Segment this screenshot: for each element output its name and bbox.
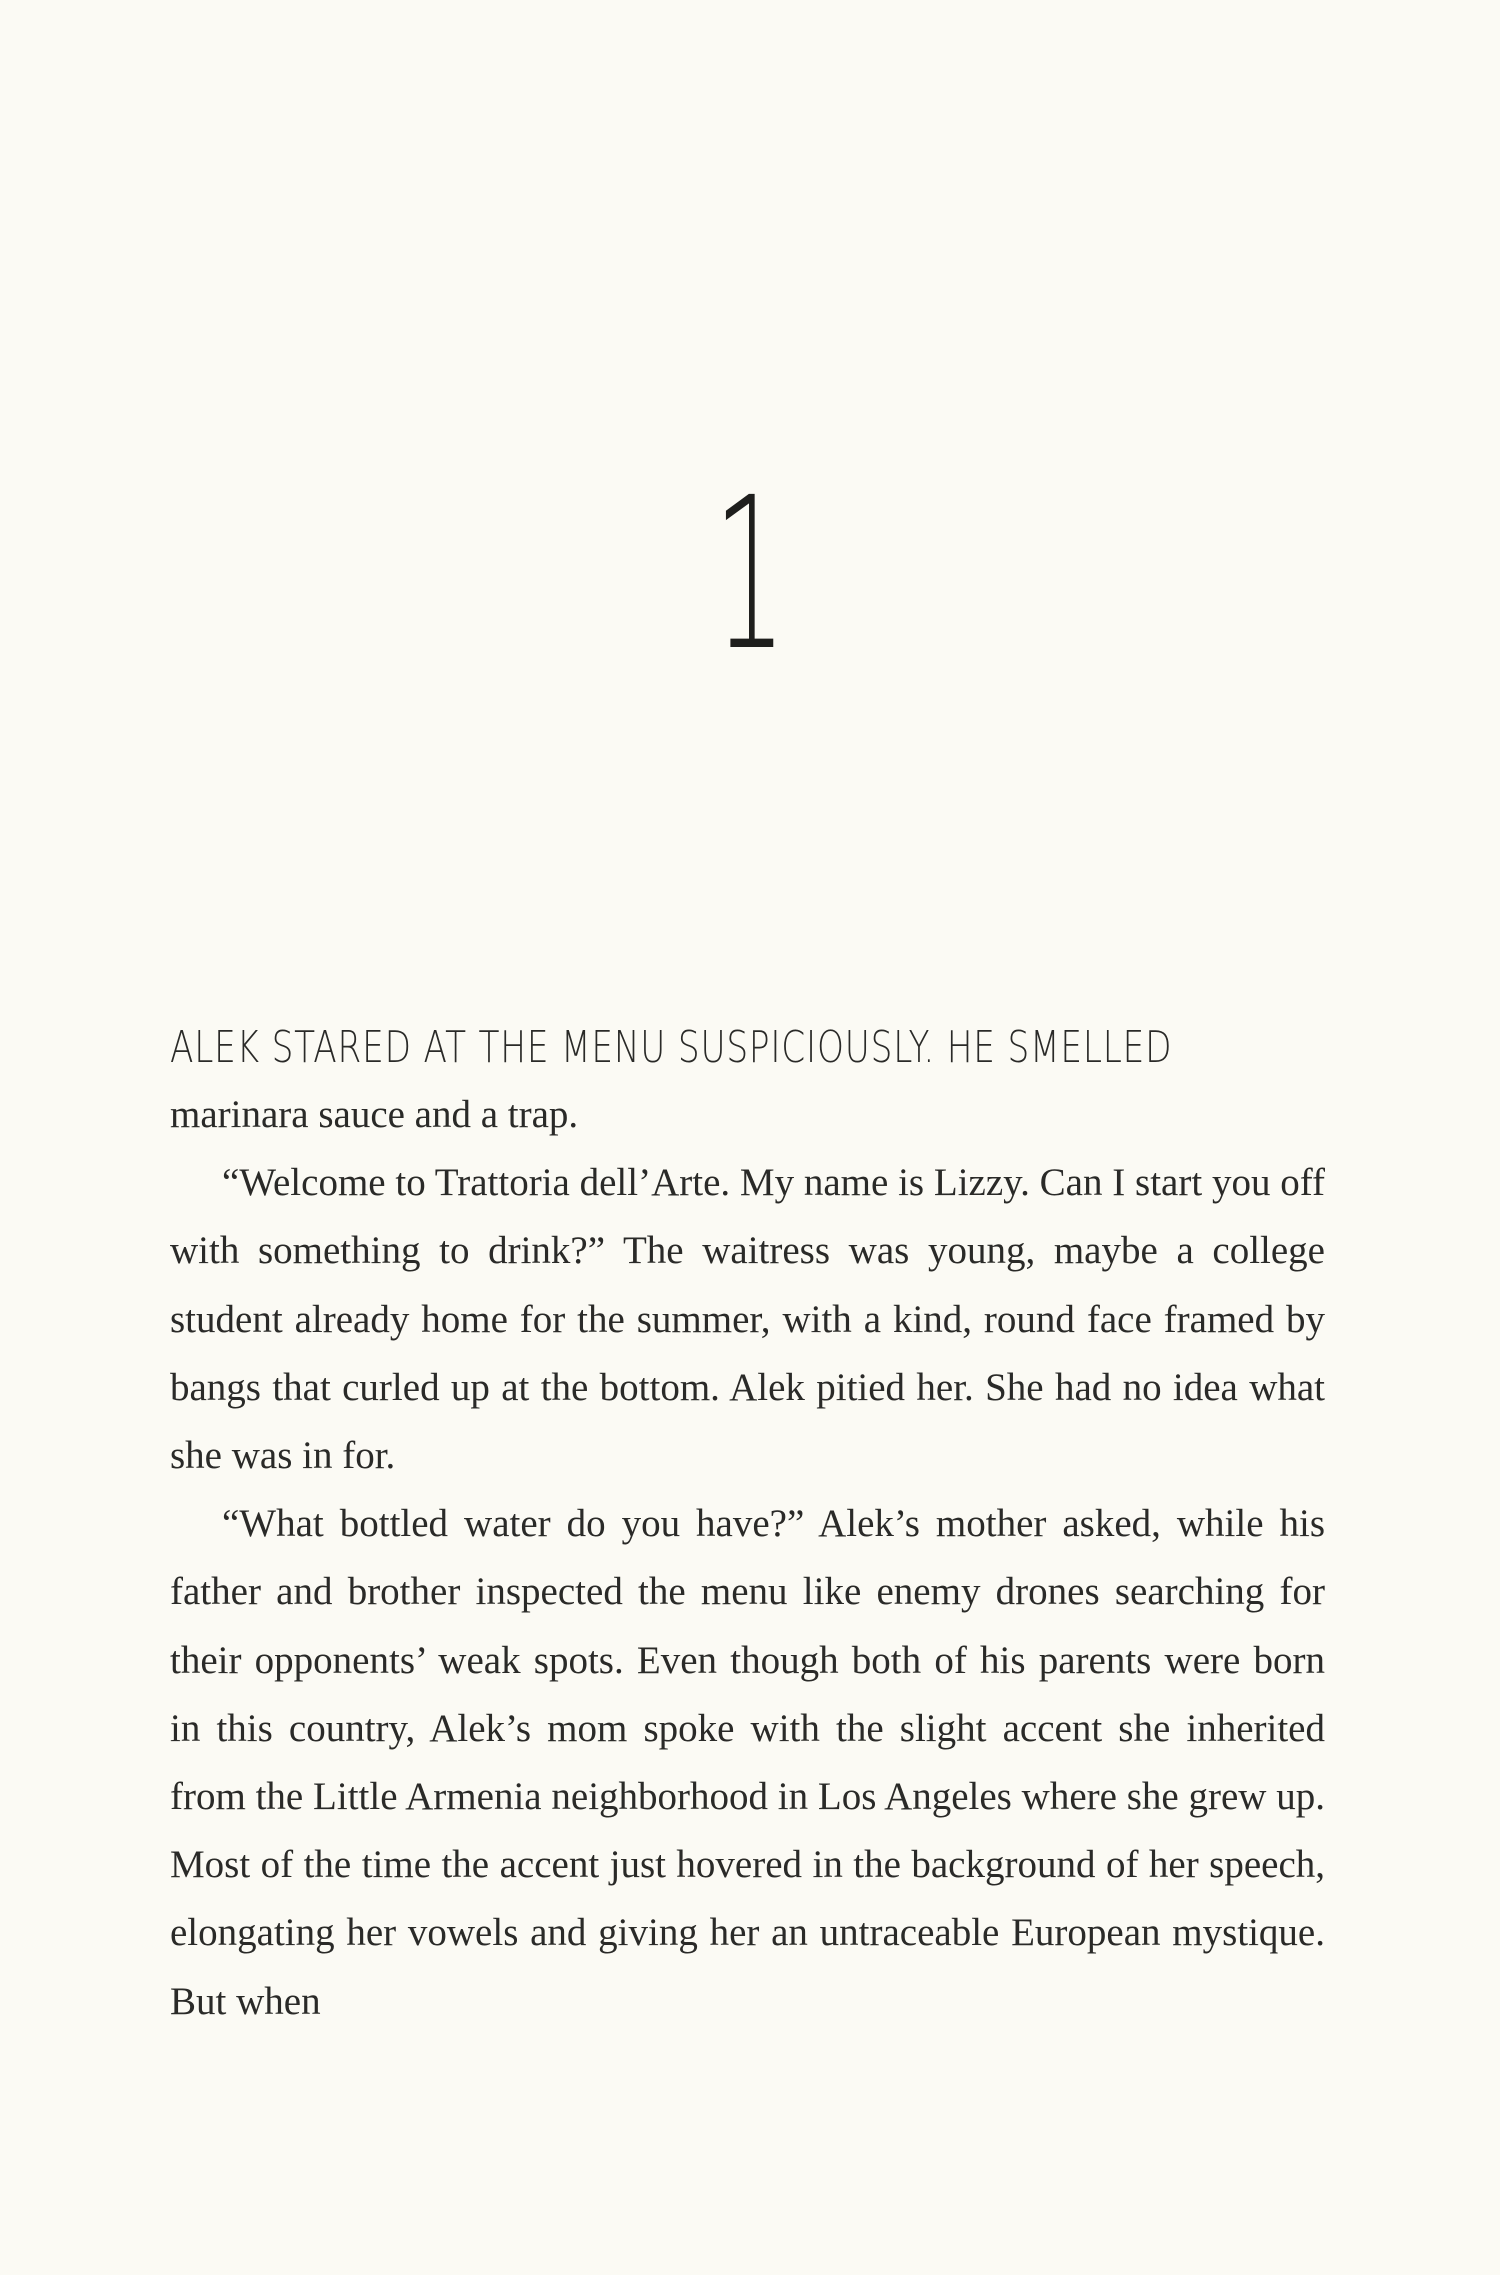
- chapter-text: [170, 1015, 1325, 2036]
- paragraph-2: “Welcome to Trattoria dell’Arte. My name is Lizzy. Can I start you off with something to drink?” The waitress was young, maybe a college student already home for the summer, with a kind, round face framed by bangs that curled up at the bottom. Alek pitied her. She had no idea what she was in for.: [170, 1161, 1325, 1478]
- paragraph-1: marinara sauce and a trap.: [170, 1093, 579, 1136]
- chapter-number: 1: [713, 452, 787, 697]
- paragraph-3: “What bottled water do you have?” Alek’s mother asked, while his father and brother inspected the menu like enemy drones searching for their opponents’ weak spots. Even though both of his parents were born in this country, Alek’s mom spoke with the slight accent she inherited from the Little Armenia neighborhood in Los Angeles where she grew up. Most of the time the accent just hovered in the background of her speech, elongating her vowels and giving her an untraceable European mystique. But when: [170, 1502, 1325, 2023]
- opening-small-caps-line: ALEK STARED AT THE MENU SUSPICIOUSLY. HE SMELLED: [170, 1022, 1173, 1073]
